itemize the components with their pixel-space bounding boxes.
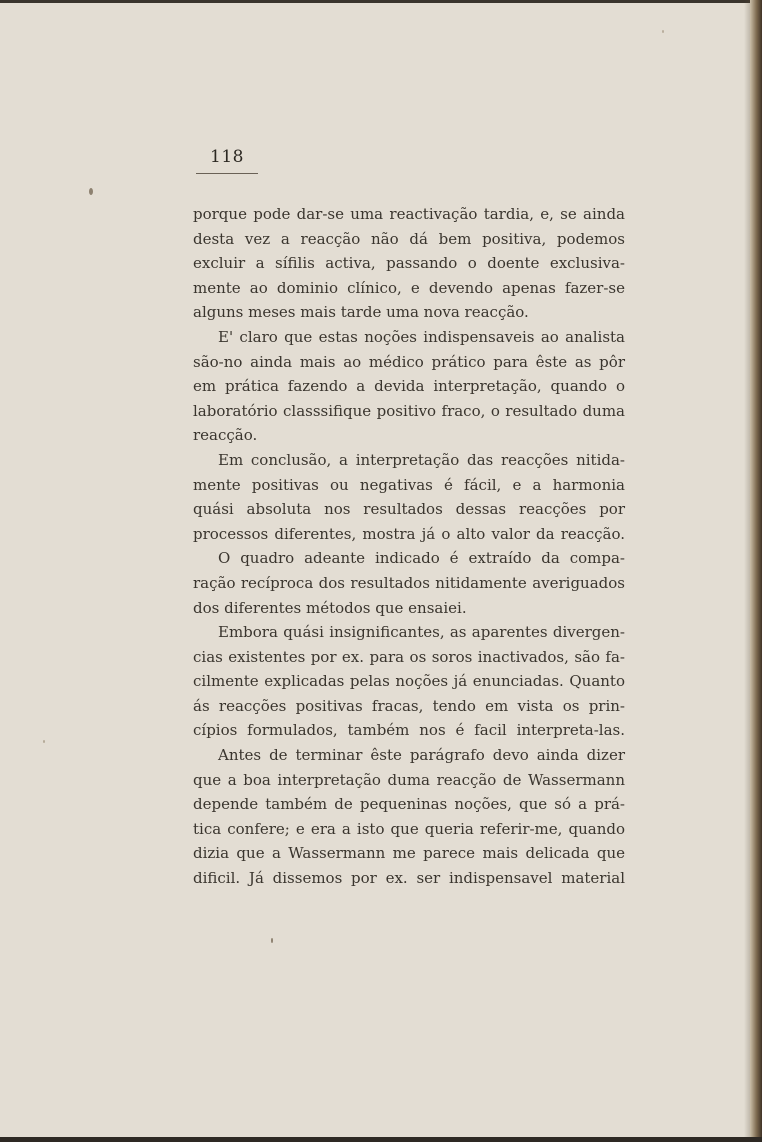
- text-line: cípios formulados, também nos é facil interpreta-las.: [193, 721, 625, 740]
- text-line: reacção.: [193, 426, 258, 445]
- text-line: dificil. Já dissemos por ex. ser indispensavel material: [193, 869, 625, 888]
- text-line: desta vez a reacção não dá bem positiva, podemos: [193, 229, 625, 248]
- paper-speck: [271, 938, 273, 943]
- page-right-edge: [750, 0, 762, 1142]
- text-line: dizia que a Wassermann me parece mais delicada que: [193, 844, 625, 863]
- text-line: são-no ainda mais ao médico prático para êste as pôr: [193, 352, 625, 371]
- text-line: alguns meses mais tarde uma nova reacção.: [193, 303, 529, 322]
- text-line: dos diferentes métodos que ensaiei.: [193, 598, 467, 617]
- paper-speck: [43, 740, 45, 743]
- text-line: ração recíproca dos resultados nitidamente averiguados: [193, 573, 625, 592]
- page-number: 118: [210, 147, 244, 167]
- text-line: cilmente explicadas pelas noções já enunciadas. Quanto: [193, 672, 625, 691]
- paper-speck: [89, 188, 93, 195]
- page-number-rule: [196, 173, 258, 174]
- text-line: porque pode dar-se uma reactivação tardia, e, se ainda: [193, 205, 625, 223]
- text-line: cias existentes por ex. para os soros inactivados, são fa-: [193, 647, 625, 666]
- body-text: [193, 202, 625, 891]
- paper-speck: [662, 30, 664, 33]
- text-line: Embora quási insignificantes, as aparentes divergen-: [218, 623, 625, 642]
- text-line: Em conclusão, a interpretação das reacções nitida-: [218, 450, 625, 469]
- text-line: em prática fazendo a devida interpretação, quando o: [193, 377, 625, 396]
- text-line: tica confere; e era a isto que queria referir-me, quando: [193, 819, 625, 838]
- page-top-edge: [0, 0, 762, 3]
- text-line: ás reacções positivas fracas, tendo em vista os prin-: [193, 696, 625, 715]
- text-line: processos diferentes, mostra já o alto valor da reacção.: [193, 524, 625, 543]
- text-line: E' claro que estas noções indispensaveis ao analista: [218, 327, 625, 346]
- text-line: mente positivas ou negativas é fácil, e a harmonia: [193, 475, 625, 494]
- text-line: que a boa interpretação duma reacção de Wassermann: [193, 770, 625, 789]
- text-line: quási absoluta nos resultados dessas reacções por: [193, 500, 625, 519]
- text-line: excluir a sífilis activa, passando o doente exclusiva-: [193, 254, 625, 273]
- text-line: Antes de terminar êste parágrafo devo ainda dizer: [218, 746, 625, 765]
- text-line: depende também de pequeninas noções, que só a prá-: [193, 795, 625, 814]
- text-line: laboratório classsifique positivo fraco, o resultado duma: [193, 401, 625, 420]
- text-line: O quadro adeante indicado é extraído da compa-: [218, 549, 625, 568]
- page-bottom-edge: [0, 1137, 762, 1142]
- text-line: mente ao dominio clínico, e devendo apenas fazer-se: [193, 278, 625, 297]
